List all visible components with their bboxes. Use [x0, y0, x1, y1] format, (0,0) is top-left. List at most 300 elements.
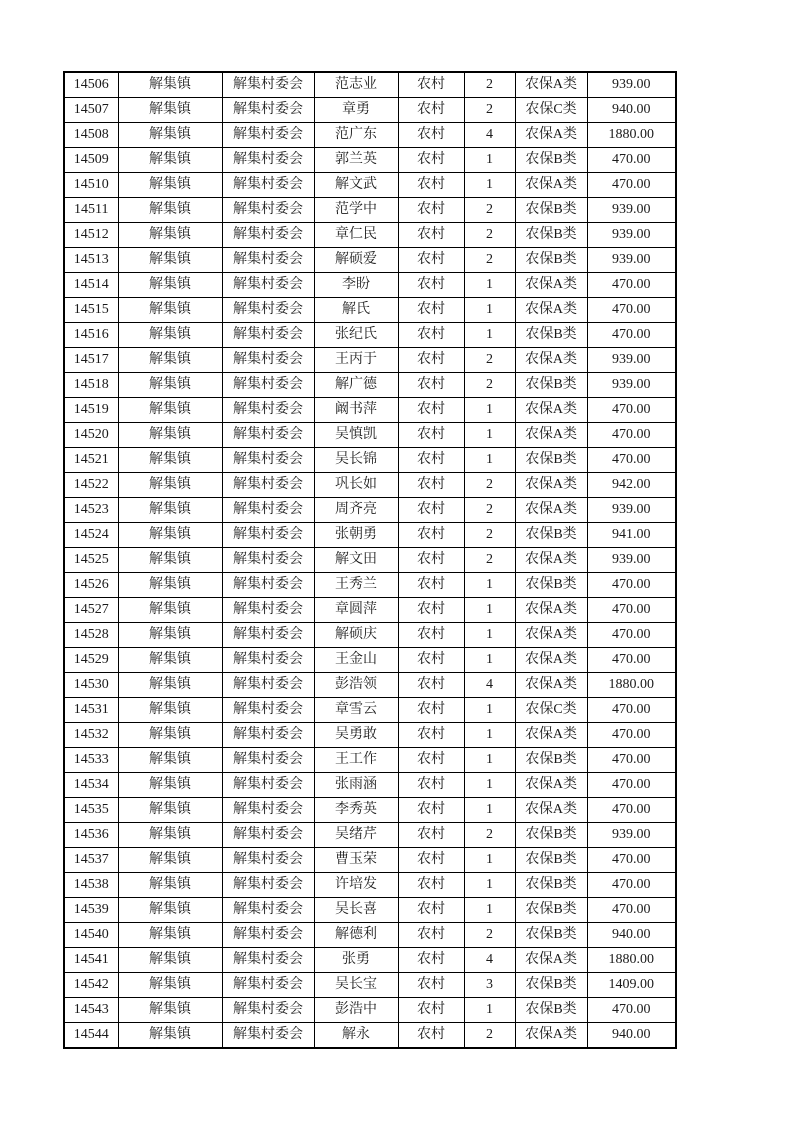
- cell-record-id: 14512: [64, 223, 118, 248]
- cell-residence-type: 农村: [398, 698, 464, 723]
- cell-village-committee: 解集村委会: [222, 123, 314, 148]
- table-row: [64, 298, 676, 323]
- table-row: [64, 923, 676, 948]
- cell-record-id: 14511: [64, 198, 118, 223]
- cell-town: 解集镇: [118, 798, 222, 823]
- cell-amount: 939.00: [587, 348, 676, 373]
- table-row: [64, 223, 676, 248]
- cell-person-name: 彭浩中: [314, 998, 398, 1023]
- cell-insurance-category: 农保C类: [515, 98, 587, 123]
- table-row: [64, 498, 676, 523]
- cell-record-id: 14523: [64, 498, 118, 523]
- cell-person-count: 3: [464, 973, 515, 998]
- table-row: [64, 248, 676, 273]
- cell-residence-type: 农村: [398, 373, 464, 398]
- cell-residence-type: 农村: [398, 898, 464, 923]
- table-row: [64, 723, 676, 748]
- cell-person-name: 许培发: [314, 873, 398, 898]
- table-row: [64, 623, 676, 648]
- cell-person-name: 曹玉荣: [314, 848, 398, 873]
- cell-amount: 470.00: [587, 773, 676, 798]
- cell-town: 解集镇: [118, 773, 222, 798]
- cell-record-id: 14508: [64, 123, 118, 148]
- cell-person-name: 章圆萍: [314, 598, 398, 623]
- table-row: [64, 1023, 676, 1049]
- cell-insurance-category: 农保B类: [515, 198, 587, 223]
- cell-amount: 470.00: [587, 848, 676, 873]
- table-row: [64, 423, 676, 448]
- cell-amount: 470.00: [587, 873, 676, 898]
- cell-record-id: 14542: [64, 973, 118, 998]
- cell-village-committee: 解集村委会: [222, 948, 314, 973]
- cell-record-id: 14521: [64, 448, 118, 473]
- cell-town: 解集镇: [118, 473, 222, 498]
- cell-town: 解集镇: [118, 348, 222, 373]
- cell-record-id: 14518: [64, 373, 118, 398]
- cell-insurance-category: 农保A类: [515, 723, 587, 748]
- cell-town: 解集镇: [118, 98, 222, 123]
- cell-amount: 1409.00: [587, 973, 676, 998]
- cell-person-name: 章勇: [314, 98, 398, 123]
- cell-insurance-category: 农保B类: [515, 873, 587, 898]
- cell-person-count: 2: [464, 523, 515, 548]
- cell-person-name: 张朝勇: [314, 523, 398, 548]
- table-row: [64, 548, 676, 573]
- cell-insurance-category: 农保B类: [515, 823, 587, 848]
- cell-insurance-category: 农保B类: [515, 848, 587, 873]
- cell-village-committee: 解集村委会: [222, 998, 314, 1023]
- cell-village-committee: 解集村委会: [222, 148, 314, 173]
- cell-person-count: 1: [464, 398, 515, 423]
- table-row: [64, 373, 676, 398]
- cell-village-committee: 解集村委会: [222, 673, 314, 698]
- cell-residence-type: 农村: [398, 1023, 464, 1049]
- cell-amount: 1880.00: [587, 123, 676, 148]
- cell-person-name: 王丙于: [314, 348, 398, 373]
- cell-insurance-category: 农保A类: [515, 473, 587, 498]
- cell-record-id: 14544: [64, 1023, 118, 1049]
- cell-person-count: 1: [464, 798, 515, 823]
- cell-record-id: 14506: [64, 72, 118, 98]
- cell-residence-type: 农村: [398, 423, 464, 448]
- cell-amount: 939.00: [587, 823, 676, 848]
- cell-record-id: 14515: [64, 298, 118, 323]
- cell-amount: 470.00: [587, 573, 676, 598]
- cell-village-committee: 解集村委会: [222, 72, 314, 98]
- cell-person-count: 1: [464, 873, 515, 898]
- cell-village-committee: 解集村委会: [222, 523, 314, 548]
- cell-amount: 939.00: [587, 223, 676, 248]
- cell-town: 解集镇: [118, 898, 222, 923]
- cell-amount: 470.00: [587, 623, 676, 648]
- cell-person-name: 阚书萍: [314, 398, 398, 423]
- cell-village-committee: 解集村委会: [222, 698, 314, 723]
- cell-person-name: 张纪氏: [314, 323, 398, 348]
- cell-town: 解集镇: [118, 548, 222, 573]
- cell-insurance-category: 农保B类: [515, 923, 587, 948]
- benefit-records-table: [63, 71, 677, 1049]
- cell-record-id: 14516: [64, 323, 118, 348]
- cell-person-count: 1: [464, 998, 515, 1023]
- cell-town: 解集镇: [118, 873, 222, 898]
- cell-amount: 470.00: [587, 398, 676, 423]
- cell-person-count: 1: [464, 298, 515, 323]
- cell-record-id: 14528: [64, 623, 118, 648]
- table-row: [64, 348, 676, 373]
- cell-person-name: 吴长宝: [314, 973, 398, 998]
- cell-insurance-category: 农保A类: [515, 773, 587, 798]
- cell-person-count: 2: [464, 923, 515, 948]
- cell-town: 解集镇: [118, 623, 222, 648]
- cell-insurance-category: 农保B类: [515, 323, 587, 348]
- cell-town: 解集镇: [118, 448, 222, 473]
- cell-record-id: 14540: [64, 923, 118, 948]
- cell-village-committee: 解集村委会: [222, 398, 314, 423]
- cell-person-name: 王秀兰: [314, 573, 398, 598]
- cell-person-count: 2: [464, 98, 515, 123]
- cell-insurance-category: 农保A类: [515, 623, 587, 648]
- cell-town: 解集镇: [118, 72, 222, 98]
- cell-person-name: 章雪云: [314, 698, 398, 723]
- cell-person-name: 范学中: [314, 198, 398, 223]
- cell-village-committee: 解集村委会: [222, 898, 314, 923]
- cell-amount: 470.00: [587, 898, 676, 923]
- cell-amount: 470.00: [587, 648, 676, 673]
- cell-person-count: 1: [464, 573, 515, 598]
- cell-amount: 939.00: [587, 248, 676, 273]
- table-row: [64, 973, 676, 998]
- cell-village-committee: 解集村委会: [222, 623, 314, 648]
- cell-amount: 940.00: [587, 98, 676, 123]
- cell-residence-type: 农村: [398, 548, 464, 573]
- cell-person-name: 吴勇敢: [314, 723, 398, 748]
- cell-residence-type: 农村: [398, 98, 464, 123]
- cell-person-count: 2: [464, 223, 515, 248]
- table-row: [64, 523, 676, 548]
- cell-person-count: 2: [464, 498, 515, 523]
- cell-town: 解集镇: [118, 723, 222, 748]
- table-row: [64, 598, 676, 623]
- table-row: [64, 148, 676, 173]
- cell-village-committee: 解集村委会: [222, 723, 314, 748]
- cell-person-name: 张雨涵: [314, 773, 398, 798]
- cell-amount: 470.00: [587, 748, 676, 773]
- cell-person-count: 1: [464, 423, 515, 448]
- cell-residence-type: 农村: [398, 598, 464, 623]
- cell-person-name: 吴长喜: [314, 898, 398, 923]
- table-row: [64, 673, 676, 698]
- cell-town: 解集镇: [118, 748, 222, 773]
- cell-residence-type: 农村: [398, 323, 464, 348]
- cell-residence-type: 农村: [398, 773, 464, 798]
- cell-insurance-category: 农保A类: [515, 298, 587, 323]
- cell-village-committee: 解集村委会: [222, 373, 314, 398]
- cell-insurance-category: 农保B类: [515, 523, 587, 548]
- cell-residence-type: 农村: [398, 298, 464, 323]
- cell-insurance-category: 农保A类: [515, 72, 587, 98]
- cell-town: 解集镇: [118, 198, 222, 223]
- cell-amount: 470.00: [587, 448, 676, 473]
- cell-residence-type: 农村: [398, 72, 464, 98]
- cell-record-id: 14510: [64, 173, 118, 198]
- cell-village-committee: 解集村委会: [222, 573, 314, 598]
- cell-person-name: 解广德: [314, 373, 398, 398]
- cell-village-committee: 解集村委会: [222, 273, 314, 298]
- cell-person-count: 4: [464, 948, 515, 973]
- cell-person-name: 吴长锦: [314, 448, 398, 473]
- cell-record-id: 14529: [64, 648, 118, 673]
- table-row: [64, 448, 676, 473]
- cell-amount: 470.00: [587, 698, 676, 723]
- cell-insurance-category: 农保A类: [515, 173, 587, 198]
- cell-insurance-category: 农保B类: [515, 248, 587, 273]
- cell-town: 解集镇: [118, 848, 222, 873]
- cell-amount: 940.00: [587, 1023, 676, 1049]
- cell-record-id: 14537: [64, 848, 118, 873]
- cell-town: 解集镇: [118, 948, 222, 973]
- cell-insurance-category: 农保B类: [515, 448, 587, 473]
- table-row: [64, 848, 676, 873]
- cell-person-name: 郭兰英: [314, 148, 398, 173]
- cell-town: 解集镇: [118, 398, 222, 423]
- table-row: [64, 398, 676, 423]
- cell-amount: 941.00: [587, 523, 676, 548]
- cell-record-id: 14530: [64, 673, 118, 698]
- cell-town: 解集镇: [118, 248, 222, 273]
- cell-village-committee: 解集村委会: [222, 973, 314, 998]
- cell-residence-type: 农村: [398, 673, 464, 698]
- cell-residence-type: 农村: [398, 223, 464, 248]
- cell-person-name: 章仁民: [314, 223, 398, 248]
- cell-person-count: 1: [464, 623, 515, 648]
- cell-insurance-category: 农保A类: [515, 498, 587, 523]
- table-row: [64, 998, 676, 1023]
- cell-amount: 470.00: [587, 273, 676, 298]
- cell-residence-type: 农村: [398, 623, 464, 648]
- table-row: [64, 573, 676, 598]
- cell-residence-type: 农村: [398, 348, 464, 373]
- cell-village-committee: 解集村委会: [222, 548, 314, 573]
- cell-record-id: 14541: [64, 948, 118, 973]
- cell-insurance-category: 农保B类: [515, 998, 587, 1023]
- cell-record-id: 14517: [64, 348, 118, 373]
- cell-person-name: 解氏: [314, 298, 398, 323]
- cell-village-committee: 解集村委会: [222, 448, 314, 473]
- cell-residence-type: 农村: [398, 123, 464, 148]
- cell-record-id: 14514: [64, 273, 118, 298]
- cell-record-id: 14534: [64, 773, 118, 798]
- cell-town: 解集镇: [118, 173, 222, 198]
- cell-residence-type: 农村: [398, 198, 464, 223]
- cell-town: 解集镇: [118, 973, 222, 998]
- cell-person-count: 4: [464, 673, 515, 698]
- cell-town: 解集镇: [118, 373, 222, 398]
- cell-town: 解集镇: [118, 498, 222, 523]
- cell-residence-type: 农村: [398, 273, 464, 298]
- cell-town: 解集镇: [118, 673, 222, 698]
- cell-village-committee: 解集村委会: [222, 173, 314, 198]
- cell-residence-type: 农村: [398, 648, 464, 673]
- cell-village-committee: 解集村委会: [222, 773, 314, 798]
- cell-amount: 470.00: [587, 173, 676, 198]
- cell-village-committee: 解集村委会: [222, 198, 314, 223]
- cell-insurance-category: 农保B类: [515, 148, 587, 173]
- cell-town: 解集镇: [118, 523, 222, 548]
- cell-person-name: 吴绪芹: [314, 823, 398, 848]
- table-row: [64, 773, 676, 798]
- cell-person-count: 1: [464, 648, 515, 673]
- cell-record-id: 14519: [64, 398, 118, 423]
- cell-person-count: 1: [464, 898, 515, 923]
- cell-insurance-category: 农保A类: [515, 798, 587, 823]
- cell-village-committee: 解集村委会: [222, 298, 314, 323]
- cell-residence-type: 农村: [398, 248, 464, 273]
- cell-person-name: 张勇: [314, 948, 398, 973]
- cell-amount: 470.00: [587, 148, 676, 173]
- cell-insurance-category: 农保B类: [515, 898, 587, 923]
- table-row: [64, 748, 676, 773]
- cell-person-count: 2: [464, 248, 515, 273]
- cell-amount: 942.00: [587, 473, 676, 498]
- table-row: [64, 323, 676, 348]
- cell-residence-type: 农村: [398, 998, 464, 1023]
- cell-residence-type: 农村: [398, 173, 464, 198]
- cell-amount: 470.00: [587, 598, 676, 623]
- cell-record-id: 14524: [64, 523, 118, 548]
- cell-person-count: 1: [464, 323, 515, 348]
- cell-village-committee: 解集村委会: [222, 598, 314, 623]
- cell-insurance-category: 农保B类: [515, 573, 587, 598]
- cell-person-count: 2: [464, 348, 515, 373]
- cell-record-id: 14536: [64, 823, 118, 848]
- cell-record-id: 14535: [64, 798, 118, 823]
- cell-village-committee: 解集村委会: [222, 348, 314, 373]
- cell-town: 解集镇: [118, 273, 222, 298]
- cell-residence-type: 农村: [398, 723, 464, 748]
- cell-person-name: 范广东: [314, 123, 398, 148]
- table-row: [64, 198, 676, 223]
- cell-person-count: 2: [464, 823, 515, 848]
- cell-person-name: 巩长如: [314, 473, 398, 498]
- table-row: [64, 648, 676, 673]
- cell-amount: 940.00: [587, 923, 676, 948]
- cell-amount: 939.00: [587, 498, 676, 523]
- cell-residence-type: 农村: [398, 973, 464, 998]
- cell-record-id: 14522: [64, 473, 118, 498]
- cell-village-committee: 解集村委会: [222, 923, 314, 948]
- cell-record-id: 14526: [64, 573, 118, 598]
- cell-residence-type: 农村: [398, 523, 464, 548]
- cell-record-id: 14520: [64, 423, 118, 448]
- cell-record-id: 14532: [64, 723, 118, 748]
- cell-town: 解集镇: [118, 423, 222, 448]
- cell-amount: 939.00: [587, 548, 676, 573]
- cell-person-count: 2: [464, 1023, 515, 1049]
- cell-person-name: 彭浩领: [314, 673, 398, 698]
- cell-residence-type: 农村: [398, 798, 464, 823]
- cell-residence-type: 农村: [398, 873, 464, 898]
- cell-town: 解集镇: [118, 598, 222, 623]
- cell-insurance-category: 农保A类: [515, 398, 587, 423]
- table-row: [64, 98, 676, 123]
- cell-insurance-category: 农保A类: [515, 348, 587, 373]
- cell-town: 解集镇: [118, 223, 222, 248]
- table-row: [64, 72, 676, 98]
- cell-village-committee: 解集村委会: [222, 823, 314, 848]
- cell-town: 解集镇: [118, 298, 222, 323]
- cell-insurance-category: 农保B类: [515, 373, 587, 398]
- cell-amount: 939.00: [587, 373, 676, 398]
- cell-person-name: 解文田: [314, 548, 398, 573]
- cell-person-name: 吴慎凯: [314, 423, 398, 448]
- cell-record-id: 14533: [64, 748, 118, 773]
- cell-residence-type: 农村: [398, 573, 464, 598]
- table-row: [64, 273, 676, 298]
- cell-village-committee: 解集村委会: [222, 498, 314, 523]
- cell-record-id: 14509: [64, 148, 118, 173]
- cell-person-name: 周齐亮: [314, 498, 398, 523]
- cell-amount: 470.00: [587, 998, 676, 1023]
- table-row: [64, 173, 676, 198]
- cell-person-count: 2: [464, 473, 515, 498]
- cell-person-count: 1: [464, 448, 515, 473]
- cell-insurance-category: 农保A类: [515, 423, 587, 448]
- cell-record-id: 14513: [64, 248, 118, 273]
- cell-insurance-category: 农保B类: [515, 748, 587, 773]
- cell-amount: 939.00: [587, 198, 676, 223]
- cell-person-count: 1: [464, 773, 515, 798]
- cell-village-committee: 解集村委会: [222, 323, 314, 348]
- cell-person-count: 1: [464, 273, 515, 298]
- table-row: [64, 898, 676, 923]
- cell-insurance-category: 农保A类: [515, 648, 587, 673]
- cell-residence-type: 农村: [398, 848, 464, 873]
- table-body: [64, 72, 676, 1048]
- cell-village-committee: 解集村委会: [222, 423, 314, 448]
- cell-insurance-category: 农保A类: [515, 123, 587, 148]
- cell-record-id: 14531: [64, 698, 118, 723]
- cell-residence-type: 农村: [398, 823, 464, 848]
- cell-insurance-category: 农保A类: [515, 598, 587, 623]
- table-row: [64, 873, 676, 898]
- cell-record-id: 14507: [64, 98, 118, 123]
- cell-village-committee: 解集村委会: [222, 98, 314, 123]
- cell-record-id: 14527: [64, 598, 118, 623]
- cell-record-id: 14538: [64, 873, 118, 898]
- cell-amount: 1880.00: [587, 948, 676, 973]
- cell-amount: 470.00: [587, 298, 676, 323]
- cell-amount: 470.00: [587, 423, 676, 448]
- cell-person-name: 范志业: [314, 72, 398, 98]
- cell-village-committee: 解集村委会: [222, 248, 314, 273]
- cell-person-name: 解文武: [314, 173, 398, 198]
- cell-person-count: 2: [464, 72, 515, 98]
- cell-town: 解集镇: [118, 998, 222, 1023]
- cell-person-count: 1: [464, 748, 515, 773]
- cell-person-count: 1: [464, 148, 515, 173]
- cell-town: 解集镇: [118, 1023, 222, 1049]
- cell-amount: 470.00: [587, 798, 676, 823]
- table-row: [64, 948, 676, 973]
- cell-village-committee: 解集村委会: [222, 473, 314, 498]
- cell-person-count: 1: [464, 598, 515, 623]
- cell-person-count: 1: [464, 723, 515, 748]
- cell-residence-type: 农村: [398, 923, 464, 948]
- cell-person-name: 解硕庆: [314, 623, 398, 648]
- table-row: [64, 123, 676, 148]
- cell-village-committee: 解集村委会: [222, 798, 314, 823]
- cell-amount: 470.00: [587, 323, 676, 348]
